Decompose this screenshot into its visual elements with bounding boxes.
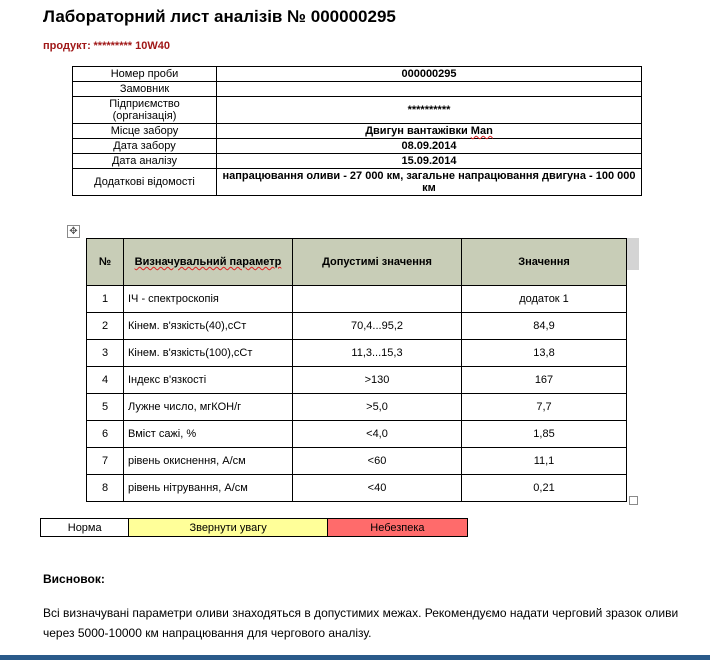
row-value[interactable]: 0,21 bbox=[462, 475, 627, 502]
row-allowed[interactable] bbox=[293, 286, 462, 313]
row-num: 3 bbox=[87, 340, 124, 367]
status-legend bbox=[40, 518, 468, 537]
info-value[interactable]: ********** bbox=[217, 97, 642, 124]
table-row bbox=[87, 313, 627, 340]
row-allowed[interactable]: >5,0 bbox=[293, 394, 462, 421]
legend-row bbox=[41, 519, 468, 537]
info-value[interactable] bbox=[217, 124, 642, 139]
info-row bbox=[73, 82, 642, 97]
info-value[interactable] bbox=[217, 82, 642, 97]
header-allowed: Допустимі значення bbox=[293, 239, 462, 286]
table-row bbox=[87, 340, 627, 367]
product-value: ********* 10W40 bbox=[93, 40, 170, 52]
bottom-bar bbox=[0, 655, 710, 660]
table-row bbox=[87, 394, 627, 421]
row-param[interactable]: Вміст сажі, % bbox=[124, 421, 293, 448]
info-key: Замовник bbox=[73, 82, 217, 97]
row-num: 7 bbox=[87, 448, 124, 475]
legend-danger: Небезпека bbox=[327, 519, 467, 537]
row-param[interactable]: Лужне число, мгКОН/г bbox=[124, 394, 293, 421]
header-overflow-cell bbox=[627, 238, 639, 270]
table-row bbox=[87, 421, 627, 448]
header-param bbox=[124, 239, 293, 286]
row-param[interactable]: ІЧ - спектроскопія bbox=[124, 286, 293, 313]
header-param-text: Визначувальний параметр bbox=[134, 256, 282, 268]
row-num: 4 bbox=[87, 367, 124, 394]
info-value-text: Двигун вантажівки Man bbox=[365, 125, 493, 137]
info-key: Дата аналізу bbox=[73, 154, 217, 169]
row-num: 8 bbox=[87, 475, 124, 502]
info-key: Номер проби bbox=[73, 67, 217, 82]
row-value[interactable]: 84,9 bbox=[462, 313, 627, 340]
table-row bbox=[87, 448, 627, 475]
info-row bbox=[73, 154, 642, 169]
conclusion-text: Всі визначувані параметри оливи знаходяться в допустимих межах. Рекомендуємо надати черговий зразок оливи через 5000-10000 км напрацювання для чергового аналізу. bbox=[43, 606, 679, 640]
legend-normal: Норма bbox=[41, 519, 129, 537]
info-row bbox=[73, 169, 642, 196]
parameters-header-row bbox=[87, 239, 627, 286]
header-num: № bbox=[87, 239, 124, 286]
info-value[interactable]: напрацювання оливи - 27 000 км, загальне напрацювання двигуна - 100 000 км bbox=[217, 169, 642, 196]
row-num: 6 bbox=[87, 421, 124, 448]
row-param[interactable]: Кінем. в'язкість(40),сСт bbox=[124, 313, 293, 340]
info-key: Додаткові відомості bbox=[73, 169, 217, 196]
row-allowed[interactable]: 11,3...15,3 bbox=[293, 340, 462, 367]
row-allowed[interactable]: <60 bbox=[293, 448, 462, 475]
row-param[interactable]: рівень окиснення, А/см bbox=[124, 448, 293, 475]
row-value[interactable]: 167 bbox=[462, 367, 627, 394]
row-param[interactable]: рівень нітрування, А/см bbox=[124, 475, 293, 502]
legend-attention: Звернути увагу bbox=[129, 519, 327, 537]
conclusion-title: Висновок: bbox=[43, 572, 105, 586]
row-allowed[interactable]: <4,0 bbox=[293, 421, 462, 448]
row-value[interactable]: 13,8 bbox=[462, 340, 627, 367]
product-line bbox=[43, 40, 170, 52]
row-allowed[interactable]: 70,4...95,2 bbox=[293, 313, 462, 340]
info-row bbox=[73, 67, 642, 82]
spellcheck-word: Man bbox=[470, 125, 493, 137]
document-title: Лабораторний лист аналізів № 000000295 bbox=[43, 7, 396, 26]
info-value[interactable]: 08.09.2014 bbox=[217, 139, 642, 154]
row-value[interactable]: додаток 1 bbox=[462, 286, 627, 313]
parameters-table bbox=[86, 238, 627, 502]
sample-info-table bbox=[72, 66, 642, 196]
header-value: Значення bbox=[462, 239, 627, 286]
row-num: 1 bbox=[87, 286, 124, 313]
move-handle-icon[interactable]: ✥ bbox=[67, 225, 80, 238]
row-param[interactable]: Індекс в'язкості bbox=[124, 367, 293, 394]
info-key: Підприємство (організація) bbox=[73, 97, 217, 124]
info-key: Дата забору bbox=[73, 139, 217, 154]
row-allowed[interactable]: >130 bbox=[293, 367, 462, 394]
row-param[interactable]: Кінем. в'язкість(100),сСт bbox=[124, 340, 293, 367]
row-value[interactable]: 11,1 bbox=[462, 448, 627, 475]
row-value[interactable]: 7,7 bbox=[462, 394, 627, 421]
table-row bbox=[87, 475, 627, 502]
info-value[interactable]: 15.09.2014 bbox=[217, 154, 642, 169]
row-num: 5 bbox=[87, 394, 124, 421]
table-row bbox=[87, 367, 627, 394]
info-key: Місце забору bbox=[73, 124, 217, 139]
row-num: 2 bbox=[87, 313, 124, 340]
info-value[interactable]: 000000295 bbox=[217, 67, 642, 82]
info-row bbox=[73, 97, 642, 124]
info-row bbox=[73, 124, 642, 139]
info-row bbox=[73, 139, 642, 154]
resize-handle-icon[interactable] bbox=[629, 496, 638, 505]
product-label: продукт: bbox=[43, 40, 91, 52]
row-allowed[interactable]: <40 bbox=[293, 475, 462, 502]
table-row bbox=[87, 286, 627, 313]
row-value[interactable]: 1,85 bbox=[462, 421, 627, 448]
